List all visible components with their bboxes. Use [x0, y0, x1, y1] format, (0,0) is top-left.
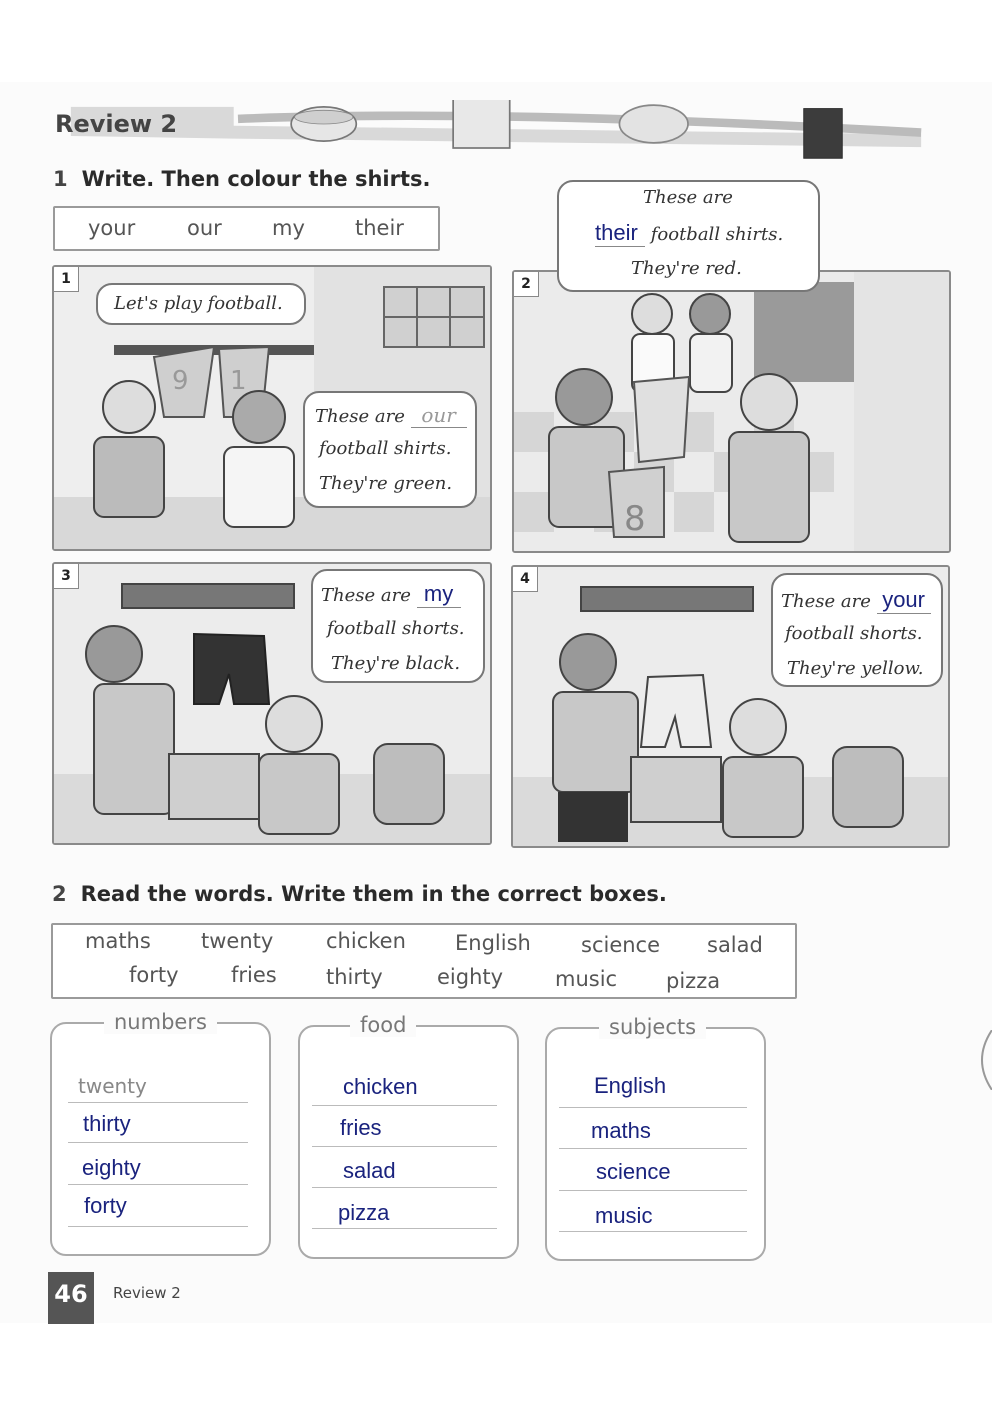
exercise-2-heading — [52, 882, 667, 906]
comic-panel-2 — [512, 270, 951, 553]
category-title: food — [350, 1013, 416, 1037]
answer-line — [312, 1187, 497, 1188]
book-cover-icon — [804, 109, 843, 159]
boy-body-icon — [224, 447, 294, 527]
example-answer: twenty — [78, 1074, 147, 1098]
word-bank-possessives — [53, 206, 440, 251]
boy-head-icon — [266, 696, 322, 752]
speech-bubble: Let's play football. — [96, 283, 306, 325]
category-answer: eighty — [82, 1155, 141, 1180]
category-answer: maths — [591, 1118, 651, 1143]
word-bank-item: our — [187, 216, 222, 240]
classroom-picture-icon — [453, 100, 510, 148]
red-shirt-icon — [634, 377, 689, 462]
category-title: numbers — [104, 1010, 217, 1034]
category-answer: English — [594, 1073, 667, 1098]
answer-line — [559, 1148, 747, 1149]
coat-hook-rail-icon — [581, 587, 753, 611]
category-answer: fries — [340, 1115, 382, 1140]
shirt-number: 9 — [172, 366, 189, 396]
word-bank-item: your — [88, 216, 136, 240]
boy-head-icon — [730, 699, 786, 755]
page-number: 46 — [48, 1272, 94, 1324]
word-bank-item: salad — [707, 933, 763, 957]
boy-head-icon — [103, 381, 155, 433]
panel-2-illustration — [514, 272, 949, 551]
answer-line — [312, 1105, 497, 1106]
speech-bubble: These are my football shorts. They're black. — [311, 569, 485, 683]
word-bank-item: pizza — [666, 969, 721, 993]
word-bank-item: twenty — [201, 929, 274, 953]
category-box-food — [298, 1013, 519, 1259]
answer-line — [68, 1184, 248, 1185]
answer-line — [68, 1102, 248, 1103]
comic-panel-4 — [511, 565, 950, 848]
footer-label: Review 2 — [113, 1284, 181, 1302]
word-bank-item: my — [272, 216, 305, 240]
answer-our: our — [411, 403, 467, 428]
speech-bubble: These are their football shirts. They're red. — [557, 180, 820, 292]
word-bank-categories — [51, 923, 797, 999]
word-bank-item: their — [355, 216, 404, 240]
panel-number: 4 — [513, 567, 538, 592]
boy-head-icon — [632, 294, 672, 334]
answer-line — [68, 1226, 248, 1227]
speech-bubble: These are your football shorts. They're yellow. — [771, 573, 943, 687]
panel-number: 2 — [514, 272, 539, 297]
lunchbox-icon — [169, 754, 259, 819]
boy-head-icon — [741, 374, 797, 430]
boy-body-icon — [94, 437, 164, 517]
word-bank-item: English — [455, 931, 531, 955]
answer-your: your — [877, 587, 931, 614]
category-answer: chicken — [343, 1074, 418, 1099]
answer-line — [68, 1142, 248, 1143]
answer-line — [312, 1146, 497, 1147]
word-bank-item: thirty — [326, 965, 383, 989]
answer-their: their — [595, 220, 645, 247]
exercise-1-heading — [53, 167, 431, 191]
answer-line — [559, 1231, 747, 1232]
shirt-number: 1 — [230, 366, 247, 396]
word-bank-item: maths — [85, 929, 151, 953]
category-answer: forty — [84, 1193, 127, 1218]
backpack-icon — [833, 747, 903, 827]
backpack-icon — [374, 744, 444, 824]
panel-number: 1 — [54, 267, 79, 292]
boy-head-icon — [690, 294, 730, 334]
page-edge-tab-icon — [972, 1030, 992, 1090]
review-title: Review 2 — [55, 110, 178, 138]
word-bank-item: forty — [129, 963, 179, 987]
exercise-1-number: 1 — [53, 167, 68, 191]
exercise-2-instruction: Read the words. Write them in the correct boxes. — [80, 882, 667, 906]
lunchbox-icon — [631, 757, 721, 822]
answer-line — [559, 1107, 747, 1108]
coat-hook-rail-icon — [122, 584, 294, 608]
boy-head-icon — [556, 369, 612, 425]
speech-bubble: These are our football shirts. They're green. — [303, 391, 477, 508]
category-answer: salad — [343, 1158, 396, 1183]
pizza-icon — [619, 105, 688, 143]
category-answer: music — [595, 1203, 653, 1228]
panel-number: 3 — [54, 564, 79, 589]
answer-line — [559, 1190, 747, 1191]
comic-panel-3 — [52, 562, 492, 845]
word-bank-item: science — [581, 933, 661, 957]
boy-head-icon — [560, 634, 616, 690]
answer-line — [312, 1228, 497, 1229]
shirt-number: 8 — [624, 499, 646, 539]
category-box-subjects — [545, 1015, 766, 1261]
category-title: subjects — [599, 1015, 706, 1039]
category-answer: pizza — [338, 1200, 390, 1225]
category-answer: science — [596, 1159, 671, 1184]
word-bank-item: eighty — [437, 965, 504, 989]
word-bank-item: fries — [231, 963, 277, 987]
category-answer: thirty — [83, 1111, 131, 1136]
exercise-2-number: 2 — [52, 882, 67, 906]
boy-head-icon — [86, 626, 142, 682]
word-bank-item: music — [555, 967, 618, 991]
exercise-1-instruction: Write. Then colour the shirts. — [81, 167, 431, 191]
category-box-numbers — [50, 1010, 271, 1256]
word-bank-item: chicken — [326, 929, 406, 953]
comic-panel-1 — [52, 265, 492, 551]
black-shorts-icon — [194, 634, 269, 704]
boy-head-icon — [233, 391, 285, 443]
answer-my: my — [417, 581, 461, 608]
